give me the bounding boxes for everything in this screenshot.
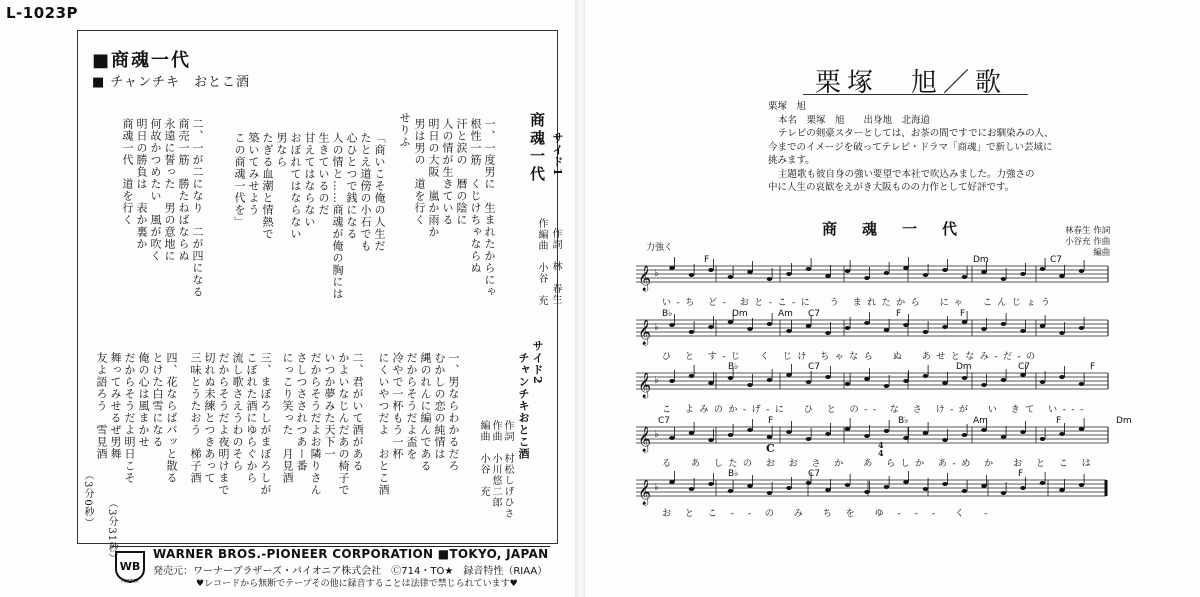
lyric-line: たとえ道傍の小石でも — [359, 132, 372, 252]
lyric-line: この商魂一代を」 — [233, 132, 246, 228]
note-head — [903, 323, 909, 327]
bio-line: 中に人生の哀歓をえがき大阪ものの力作として好評です。 — [768, 182, 1015, 193]
note-head — [689, 487, 695, 491]
note-head — [728, 275, 734, 279]
flat-key-signature: ♭ — [654, 375, 659, 386]
copyright-notice: ♥レコードから無断でテープその他に録音することは法律で禁じられています♥ — [196, 579, 518, 589]
lyric-line: 冷やで一杯もう一杯 — [391, 352, 404, 460]
sleeve-fold — [575, 0, 585, 597]
chord-label: Dm — [1116, 416, 1132, 426]
bio-line: 栗塚 旭 — [768, 101, 807, 112]
chord-label: B♭ — [728, 362, 739, 372]
lyric-line: とけた白雪になる — [151, 352, 164, 448]
note-head — [825, 331, 831, 335]
lyric-line: おぼれてはならない — [289, 132, 302, 240]
lyric-line: 一、一度男に 生まれたからにゃ — [483, 118, 496, 298]
credit-line: 小谷充 作曲 — [1065, 237, 1111, 247]
note-head — [923, 374, 929, 378]
bio-line: テレビの剣豪スターとしては、お茶の間ですでにお馴染みの人、 — [778, 128, 1054, 139]
note-head — [1020, 486, 1026, 490]
side2-verse1 — [376, 352, 460, 532]
note-head — [689, 431, 695, 435]
side2-verse2 — [280, 352, 364, 532]
note-head — [747, 383, 753, 387]
treble-clef-icon: 𝄞 — [638, 266, 652, 291]
lyric-line: 「商いこそ俺の人生だ — [373, 132, 386, 252]
side2-verse3 — [188, 352, 272, 532]
lyric-line: 縄のれんに編んである — [419, 352, 432, 472]
note-head — [884, 485, 890, 489]
note-head — [981, 428, 987, 432]
lyric-line: 男は男の 道を行く — [413, 118, 426, 226]
lyric-line: 三味とうたおう 梯子酒 — [189, 352, 202, 484]
side1-credit-lyrics: 作詞 林 春生 — [550, 228, 561, 305]
time-signature: 4 — [878, 440, 884, 450]
flat-key-signature: ♭ — [654, 268, 659, 279]
note-head — [864, 276, 870, 280]
treble-clef-icon: 𝄞 — [638, 320, 652, 345]
svg-text:PIONEER: PIONEER — [121, 578, 139, 584]
chord-label: F — [1018, 469, 1024, 479]
lyric-line: 友よ語ろう 雪見酒 — [95, 352, 108, 460]
note-head — [903, 266, 909, 270]
artist-rule — [803, 94, 1028, 95]
note-head — [942, 325, 948, 329]
note-head — [1059, 274, 1065, 278]
note-head — [669, 266, 675, 270]
lyric-line: 明日の勝負は 表か裏か — [135, 118, 148, 250]
side1-song-title: 商魂一代 — [528, 112, 546, 184]
chord-label: F — [896, 309, 902, 319]
note-head — [845, 427, 851, 431]
flat-key-signature: ♭ — [654, 429, 659, 440]
note-head — [786, 272, 792, 276]
bio-line: 主題歌も彼自身の強い要望で本社で吹込みました。力強さの — [778, 168, 1035, 180]
note-head — [864, 490, 870, 494]
lyric-line-2: ひ と す-じ く じけ ちゃなら ぬ あせとなみ-だ-の — [662, 352, 1041, 362]
chord-label: C7 — [1050, 255, 1063, 265]
lyric-line-4: る あ したの お お さ か あ らしか あ-め か お と こ は — [662, 459, 1097, 469]
lyric-line: 切れぬ未練とつきあって — [203, 352, 216, 484]
note-head — [747, 484, 753, 488]
note-head — [962, 489, 968, 493]
credit-line: 編曲 — [1067, 248, 1111, 258]
lyric-line: 一、男ならわかるだろ — [447, 352, 460, 472]
note-head — [962, 320, 968, 324]
note-head — [708, 482, 714, 486]
side1-verse1 — [412, 118, 496, 308]
note-head — [981, 484, 987, 488]
note-head — [708, 325, 714, 329]
note-head — [786, 329, 792, 333]
side2-credit-music: 作曲 小川悠二郎 — [490, 420, 501, 508]
note-head — [689, 330, 695, 334]
tempo-marking: 力強く — [646, 243, 674, 253]
note-head — [728, 489, 734, 493]
note-head — [1001, 435, 1007, 439]
chord-label: Dm — [956, 362, 972, 372]
lyric-line: たぎる血潮と情熱で — [261, 132, 274, 240]
note-head — [747, 428, 753, 432]
note-head — [767, 322, 773, 326]
note-head — [923, 431, 929, 435]
side2-verse4 — [94, 352, 178, 532]
lyrics-panel — [0, 0, 575, 597]
lyric-line: だからそうだよ夜明けまで — [217, 352, 230, 496]
note-head — [903, 436, 909, 440]
bio-line: 本名 栗塚 旭 出身地 北海道 — [778, 114, 931, 126]
note-head — [845, 269, 851, 273]
chord-label: Dm — [732, 309, 748, 319]
treble-clef-icon: 𝄞 — [638, 427, 652, 452]
chord-label: F — [960, 309, 966, 319]
flat-key-signature: ♭ — [654, 482, 659, 493]
note-head — [825, 432, 831, 436]
note-head — [942, 381, 948, 385]
lyric-line: 根性一筋 くじけちゃならぬ — [469, 118, 482, 274]
company-name: WARNER BROS.-PIONEER CORPORATION ■TOKYO, JAPAN — [153, 547, 549, 561]
side2-credit-lyrics: 作詞 村松しげひさ — [502, 420, 513, 519]
lyric-line: 商魂一代 道を行く — [121, 118, 134, 226]
note-head — [923, 487, 929, 491]
note-head — [786, 486, 792, 490]
note-head — [1001, 378, 1007, 382]
lyric-line: 二、君がいて酒がある — [351, 352, 364, 472]
lyric-line: 流し歌さえうわのそら — [231, 352, 244, 472]
note-head — [1020, 272, 1026, 276]
svg-text:WB: WB — [119, 560, 141, 573]
chord-label: Dm — [973, 255, 989, 265]
artist-bio — [768, 100, 1088, 195]
note-head — [884, 328, 890, 332]
lyric-line: いつか夢みた天下一 — [323, 352, 336, 460]
chord-label: C7 — [1018, 362, 1031, 372]
note-head — [845, 326, 851, 330]
note-head — [962, 376, 968, 380]
note-head — [1040, 481, 1046, 485]
note-head — [1040, 437, 1046, 441]
lyric-line: 心ひとつで銭になる — [345, 132, 358, 240]
lyric-line: 生きているのだ — [317, 132, 330, 216]
note-head — [942, 438, 948, 442]
song-title-1: ■商魂一代 — [92, 50, 192, 71]
lyric-line: さしつさされつあー番 — [295, 352, 308, 472]
note-head — [1079, 326, 1085, 330]
side1-label: サイド1 — [551, 132, 564, 177]
note-head — [825, 375, 831, 379]
note-head — [747, 270, 753, 274]
note-head — [903, 480, 909, 484]
chord-label: C7 — [808, 362, 821, 372]
note-head — [1040, 380, 1046, 384]
note-head — [767, 491, 773, 495]
note-head — [825, 488, 831, 492]
note-head — [884, 271, 890, 275]
note-head — [1059, 432, 1065, 436]
chord-label: C7 — [808, 309, 821, 319]
note-head — [669, 323, 675, 327]
chord-label: C7 — [808, 469, 821, 479]
lyric-line-3: こ よみのか-げ-に ひ と の-- な さ け-が い きて い--- — [662, 405, 1089, 415]
note-head — [806, 380, 812, 384]
side1-verse2 — [120, 118, 204, 318]
note-head — [1079, 483, 1085, 487]
note-head — [708, 268, 714, 272]
song-title-2: ■ チャンチキ おとこ酒 — [92, 75, 251, 90]
note-head — [786, 373, 792, 377]
note-head — [903, 379, 909, 383]
time-signature: C — [766, 442, 775, 455]
note-head — [1079, 382, 1085, 386]
note-head — [1020, 373, 1026, 377]
note-head — [962, 433, 968, 437]
chord-label: C7 — [658, 416, 671, 426]
note-head — [689, 273, 695, 277]
lyric-line: 二、一が二になり 二が四になる — [191, 118, 204, 298]
chord-label: B♭ — [662, 309, 673, 319]
note-head — [728, 320, 734, 324]
note-head — [1001, 277, 1007, 281]
lyric-line: だからそうだよ盃を — [405, 352, 418, 460]
lyric-line: 人の情が生きている — [441, 118, 454, 226]
lyric-line-5: お と こ - - の み ち を ゆ - - - く - — [662, 509, 993, 519]
note-head — [1040, 324, 1046, 328]
note-head — [845, 382, 851, 386]
lyric-line: 俺の心は風まかせ — [137, 352, 150, 448]
note-head — [1020, 430, 1026, 434]
artist-title: 栗塚 旭／歌 — [815, 68, 1008, 98]
note-head — [1079, 269, 1085, 273]
note-head — [923, 330, 929, 334]
note-head — [806, 481, 812, 485]
side1-time: （3分31秒） — [106, 498, 117, 565]
lyric-line: こぼれた酒にゆらぐから — [245, 352, 258, 484]
note-head — [1079, 427, 1085, 431]
note-head — [962, 275, 968, 279]
note-head — [767, 277, 773, 281]
note-head — [806, 437, 812, 441]
lyric-line: 商売一筋 勝たねばならぬ — [177, 118, 190, 262]
chord-label: B♭ — [728, 469, 739, 479]
note-head — [923, 273, 929, 277]
note-head — [708, 381, 714, 385]
note-head — [728, 376, 734, 380]
credit-line: 林春生 作詞 — [1065, 226, 1111, 236]
note-head — [845, 483, 851, 487]
bio-line: 挑みます。 — [768, 155, 815, 166]
note-head — [728, 433, 734, 437]
sheet-music — [628, 248, 1132, 518]
lyric-line: にくいやつだよ おとこ酒 — [377, 352, 390, 496]
chord-label: F — [768, 416, 774, 426]
lyric-line: 男なら — [275, 132, 288, 168]
chord-label: Am — [778, 309, 793, 319]
lyric-line: 三、まぼろしがまぼろしが — [259, 352, 272, 496]
note-head — [1001, 491, 1007, 495]
chord-label: F — [1056, 416, 1062, 426]
note-head — [1020, 329, 1026, 333]
note-head — [942, 268, 948, 272]
note-head — [786, 430, 792, 434]
note-head — [981, 327, 987, 331]
serifu-label: せりふ — [398, 112, 411, 148]
lyric-line: だからそうだよお隣りさん — [309, 352, 322, 496]
note-head — [864, 434, 870, 438]
lyric-line: 人の情と……商魂が俺の胸には — [331, 132, 344, 300]
note-head — [1001, 322, 1007, 326]
note-head — [767, 378, 773, 382]
lyric-line: 舞ってみせるぜ男舞 — [109, 352, 122, 460]
note-head — [669, 379, 675, 383]
catalog-number: L-1023P — [6, 4, 79, 22]
treble-clef-icon: 𝄞 — [638, 373, 652, 398]
treble-clef-icon: 𝄞 — [638, 480, 652, 505]
side1-credit-music: 作編曲 小谷 充 — [536, 218, 547, 306]
note-head — [864, 321, 870, 325]
note-head — [1059, 375, 1065, 379]
lyric-line: 汗と涙の 暦の陰に — [455, 118, 468, 226]
lyric-line: 甘えてはならない — [303, 132, 316, 228]
chord-label: F — [704, 255, 710, 265]
lyric-line: 四、花ならばパッと散る — [165, 352, 178, 484]
note-head — [981, 383, 987, 387]
note-head — [1040, 267, 1046, 271]
note-head — [767, 435, 773, 439]
time-signature: 4 — [878, 448, 884, 458]
note-head — [669, 480, 675, 484]
lyric-line-1: い-ち ど- おと-こ-に う まれたから にゃ こんじょう — [662, 298, 1056, 308]
chord-label: Am — [973, 416, 988, 426]
note-head — [806, 324, 812, 328]
side2-song-title: チャンチキおとこ酒 — [517, 352, 530, 460]
note-head — [981, 270, 987, 274]
side1-serifu — [232, 132, 386, 302]
chord-label: B♭ — [898, 416, 909, 426]
flat-key-signature: ♭ — [654, 322, 659, 333]
note-head — [884, 429, 890, 433]
note-head — [689, 374, 695, 378]
lyric-line: 明日の大阪 嵐か雨か — [427, 118, 440, 238]
lyric-line: かよいなじんだあの椅子で — [337, 352, 350, 496]
side2-credit-arrange: 編曲 小谷 充 — [478, 420, 489, 497]
lyric-line: にっこり笑った 月見酒 — [281, 352, 294, 484]
note-head — [669, 436, 675, 440]
note-head — [747, 327, 753, 331]
note-head — [884, 384, 890, 388]
lyric-line: 築いてみせよう — [247, 132, 260, 216]
note-head — [1059, 331, 1065, 335]
lyric-line: だからそうだよ明日こそ — [123, 352, 136, 484]
side2-label: サイド2 — [531, 340, 544, 385]
note-head — [825, 274, 831, 278]
bio-line: 今までのイメージを破ってテレビ・ドラマ「商魂」で新しい芸域に — [768, 141, 1053, 153]
wb-pioneer-logo-icon — [112, 549, 148, 583]
lyric-line: 何故かつめたい 風が吹く — [149, 118, 162, 262]
note-head — [1059, 488, 1065, 492]
note-head — [708, 438, 714, 442]
lyric-line: むかしの恋の純情は — [433, 352, 446, 460]
note-head — [806, 267, 812, 271]
lyric-line: 永遠に誓った 男の意地に — [163, 118, 176, 262]
note-head — [942, 482, 948, 486]
note-head — [864, 377, 870, 381]
seller-line: 発売元：ワーナーブラザーズ・パイオニア株式会社 Ⓒ714・TO★ 録音特性（RIAA） — [153, 566, 548, 577]
chord-label: F — [1090, 362, 1096, 372]
score-title: 商 魂 一 代 — [822, 220, 963, 238]
side2-time: （3分0秒） — [82, 470, 93, 529]
